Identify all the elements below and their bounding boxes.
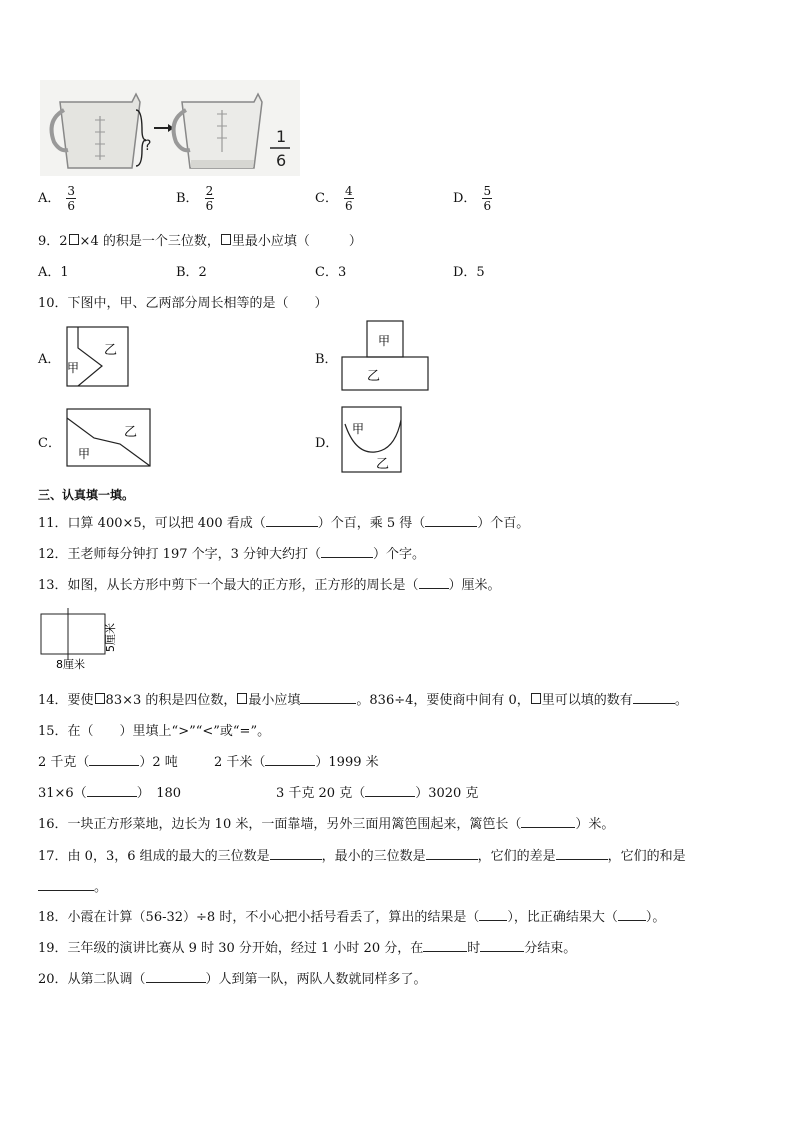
q14-text-1: 14．要使 [38, 693, 94, 708]
section-heading: 三、认真填一填。 [38, 488, 135, 502]
q13-question [38, 574, 501, 593]
q17-text-5: 。 [94, 880, 108, 895]
q15-text: 3 千克 20 克（ [276, 786, 366, 801]
q15-text: ）1999 米 [315, 755, 379, 770]
answer-blank[interactable] [270, 847, 322, 860]
q17-text-3: ，它们的差是 [477, 849, 556, 864]
answer-blank[interactable] [426, 847, 478, 860]
answer-blank[interactable] [89, 753, 139, 766]
q11-text-2: ）个百，乘 5 得（ [317, 516, 426, 531]
q15-row-1b [214, 751, 379, 770]
answer-blank[interactable] [365, 784, 415, 797]
q9-option-c[interactable]: C．3 [315, 265, 347, 280]
q19-text-2: 时 [467, 941, 481, 956]
q8-option-d[interactable] [453, 184, 492, 213]
q15-text: 2 千米（ [214, 755, 266, 770]
q9-question [38, 230, 362, 249]
answer-blank[interactable] [300, 691, 356, 704]
label-yi: 乙 [367, 369, 381, 384]
q15-question: 15．在（ ）里填上“>”“<”或“=”。 [38, 724, 271, 739]
q9-option-d[interactable]: D．5 [453, 265, 485, 280]
q10-question: 10．下图中，甲、乙两部分周长相等的是（ ） [38, 296, 328, 311]
q19-text-3: 分结束。 [524, 941, 577, 956]
q16-text-1: 16．一块正方形菜地，边长为 10 米，一面靠墙，另外三面用篱笆围起来，篱笆长（ [38, 817, 522, 832]
q14-text-2: 83×3 的积是四位数， [105, 693, 237, 708]
q18-text-2: ），比正确结果大（ [507, 910, 618, 925]
q12-question [38, 543, 425, 562]
q17-text-4: ，它们的和是 [607, 849, 686, 864]
q13-text-1: 13．如图，从长方形中剪下一个最大的正方形，正方形的周长是（ [38, 578, 419, 593]
q15-text: ）2 吨 [139, 755, 178, 770]
option-numerator: 2 [205, 184, 214, 198]
answer-blank[interactable] [556, 847, 608, 860]
q10-figure-a [66, 326, 130, 388]
q15-row-1 [38, 751, 178, 770]
fraction-numerator: 1 [276, 127, 287, 146]
q10-option-a[interactable]: A． [38, 352, 61, 367]
answer-blank[interactable] [265, 753, 315, 766]
answer-blank[interactable] [633, 691, 675, 704]
q18-text-3: ）。 [645, 910, 666, 925]
q10-figure-d [341, 406, 403, 474]
q13-text-2: ）厘米。 [448, 578, 501, 593]
q15-text: 2 千克（ [38, 755, 90, 770]
q16-text-2: ）米。 [575, 817, 615, 832]
answer-blank[interactable] [423, 939, 467, 952]
option-numerator: 5 [483, 184, 492, 198]
q10-option-b[interactable]: B． [315, 352, 338, 367]
question-mark: ? [144, 138, 152, 154]
blank-box[interactable] [531, 693, 541, 704]
answer-blank[interactable] [266, 514, 318, 527]
q14-text-5: 里可以填的数有 [541, 693, 633, 708]
q17-text-1: 17．由 0，3，6 组成的最大的三位数是 [38, 849, 270, 864]
q9-text-2: ×4 的积是一个三位数， [79, 234, 220, 249]
option-denominator: 6 [67, 199, 76, 213]
q9-text-3: 里最小应填（ ） [231, 234, 362, 249]
q9-text-1: 9．2 [38, 234, 68, 249]
answer-blank[interactable] [146, 970, 206, 983]
q15-text: 31×6（ [38, 786, 87, 801]
option-letter: C． [315, 191, 338, 206]
blank-box[interactable] [69, 234, 79, 245]
label-yi: 乙 [376, 457, 390, 472]
option-denominator: 6 [344, 199, 353, 213]
q17-question-cont [38, 876, 107, 895]
blank-box[interactable] [237, 693, 247, 704]
label-jia: 甲 [378, 334, 391, 348]
q8-option-c[interactable] [315, 184, 354, 213]
answer-blank[interactable] [521, 815, 575, 828]
q17-question [38, 845, 686, 864]
q19-text-1: 19．三年级的演讲比赛从 9 时 30 分开始，经过 1 小时 20 分，在 [38, 941, 424, 956]
q9-option-b[interactable]: B．2 [176, 265, 207, 280]
option-denominator: 6 [205, 199, 214, 213]
answer-blank[interactable] [425, 514, 477, 527]
label-jia: 甲 [78, 447, 91, 461]
label-yi: 乙 [104, 343, 118, 358]
q18-question [38, 906, 665, 925]
q20-text-1: 20．从第二队调（ [38, 972, 146, 987]
q14-text-4: 。836÷4，要使商中间有 0， [356, 693, 530, 708]
q15-row-2 [38, 782, 181, 801]
width-label: 8厘米 [56, 658, 85, 671]
q17-text-2: ，最小的三位数是 [321, 849, 426, 864]
q13-rectangle-figure [38, 606, 128, 672]
blank-box[interactable] [221, 234, 231, 245]
q11-question [38, 512, 529, 531]
option-letter: A． [38, 191, 61, 206]
q11-text-1: 11．口算 400×5，可以把 400 看成（ [38, 516, 266, 531]
option-letter: D． [453, 191, 477, 206]
q16-question [38, 813, 614, 832]
q10-figure-c [66, 408, 152, 468]
answer-blank[interactable] [618, 908, 646, 921]
q10-option-d[interactable]: D． [315, 436, 339, 451]
label-jia: 甲 [352, 422, 365, 436]
measuring-cups-figure [40, 80, 300, 176]
q14-question [38, 689, 688, 708]
q20-question [38, 968, 427, 987]
q20-text-2: ）人到第一队，两队人数就同样多了。 [205, 972, 427, 987]
answer-blank[interactable] [480, 939, 524, 952]
q15-row-2b [276, 782, 478, 801]
answer-blank[interactable] [87, 784, 137, 797]
q18-text-1: 18．小霞在计算（56-32）÷8 时，不小心把小括号看丢了，算出的结果是（ [38, 910, 480, 925]
fraction-denominator: 6 [276, 151, 287, 170]
q9-option-a[interactable]: A．1 [38, 265, 69, 280]
option-numerator: 3 [67, 184, 76, 198]
option-letter: B． [176, 191, 199, 206]
q11-text-3: ）个百。 [477, 516, 530, 531]
answer-blank[interactable] [38, 878, 94, 891]
blank-box[interactable] [95, 693, 105, 704]
option-numerator: 4 [344, 184, 353, 198]
answer-blank[interactable] [419, 576, 449, 589]
q10-option-c[interactable]: C． [38, 436, 61, 451]
q14-text-6: 。 [674, 693, 688, 708]
q15-text: ） 180 [136, 786, 182, 801]
answer-blank[interactable] [321, 545, 373, 558]
label-jia: 甲 [67, 361, 80, 375]
answer-blank[interactable] [479, 908, 507, 921]
q10-figure-b [341, 320, 429, 392]
q8-option-b[interactable] [176, 184, 214, 213]
label-yi: 乙 [124, 425, 138, 440]
q19-question [38, 937, 576, 956]
option-denominator: 6 [483, 199, 492, 213]
height-label: 5厘米 [104, 623, 117, 652]
q12-text-2: ）个字。 [373, 547, 426, 562]
q15-text: ）3020 克 [415, 786, 479, 801]
q12-text-1: 12．王老师每分钟打 197 个字，3 分钟大约打（ [38, 547, 322, 562]
q14-text-3: 最小应填 [248, 693, 301, 708]
q8-option-a[interactable] [38, 184, 76, 213]
